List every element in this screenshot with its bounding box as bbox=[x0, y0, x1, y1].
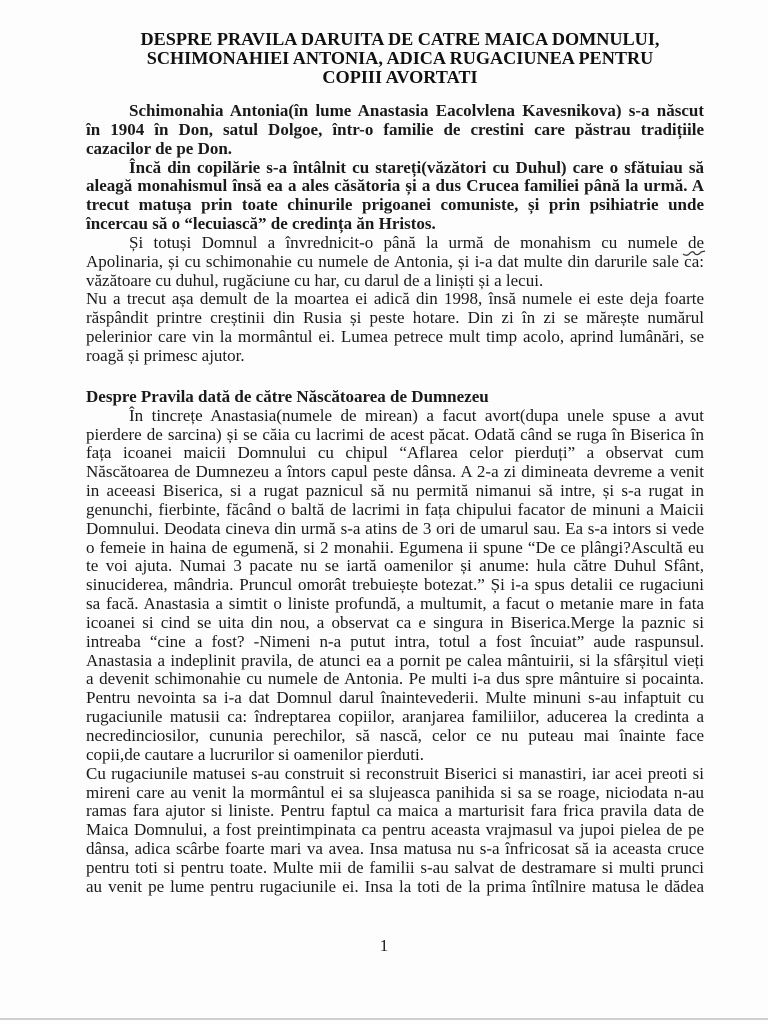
text-line: necredinciosilor, cununia perechilor, să nască, celor ce nu puteau mai înainte face bbox=[86, 726, 704, 745]
text-line: icoanei si cind se uita din nou, a observat ca e singura in Biserica.Merge la paznic si bbox=[86, 612, 704, 632]
text-line: intreaba “cine a fost? -Nimeni n-a putut intra, totul a fost încuiat” aude raspunsul. bbox=[86, 631, 704, 651]
text-line: Cu rugaciunile matusei s-au construit si reconstruit Biserici si manastiri, iar acei preoti si bbox=[86, 763, 704, 783]
text-line: copii,de cautare a lucrurilor si oamenilor pierduti. bbox=[86, 744, 424, 764]
text-line: in aceeasi Biserica, si a rugat paznicul să nu permită nimanui să intre, și s-a rugat in bbox=[86, 481, 704, 501]
text-line: pierdere de sarcina) și se căia cu lacrimi de acest păcat. Odată când se ruga în Biserica în bbox=[86, 424, 704, 444]
text-line: sinuciderea, mândria. Pruncul omorât trebuiește botezat.” Și i-a spus detalii ce rugaciuni bbox=[86, 575, 704, 595]
text-line: mireni care au venit la mormântul ei sa slujeasca panihida si sa se roage, niciodata n-au bbox=[86, 782, 704, 802]
section-body bbox=[86, 407, 704, 897]
text-line: genunchi, fierbinte, făcând o baltă de lacrimi in fața chipului facator de minuni a Maicii bbox=[86, 499, 704, 519]
text-line: Pentru nevointa sa i-a dat Domnul darul înaintevederii. Multe minuni s-au infaptuit cu bbox=[86, 688, 704, 708]
title-line: COPIII AVORTATI bbox=[322, 67, 478, 87]
text-line: trecut matușa prin toate chinurile prigoanei comuniste, și prin psihiatrie unde bbox=[86, 195, 704, 215]
text-line: pentru toti si pentru toate. Multe mii de familii s-au salvat de destramare si multi prunci bbox=[86, 857, 704, 877]
text-line: roagă și primesc ajutor. bbox=[86, 345, 245, 365]
page-edge-divider bbox=[0, 1018, 768, 1020]
text-line: au venit pe lume pentru rugaciunile ei. Insa la toti de la prima întîlnire matusa le dădea bbox=[86, 876, 704, 896]
text-line: în 1904 în Don, satul Dolgoe, într-o familie de crestini care păstrau tradițiile bbox=[86, 119, 704, 139]
text-line: fața icoanei maicii Domnului cu chipul “Aflarea celor pierduți” a observat cum bbox=[86, 443, 704, 463]
text-line: încercau să o “lecuiască” de credința ăn Hristos. bbox=[86, 214, 436, 234]
text-line: Născătoarea de Dumnezeu a întors capul peste dânsa. A 2-a zi dimineata devreme a venit bbox=[86, 462, 704, 482]
text-line: Domnului. Deodata cineva din urmă s-a atins de 3 ori de umarul sau. Ea s-a intors si vede bbox=[86, 518, 704, 538]
paragraph-2 bbox=[86, 234, 704, 366]
text-line: pelerinior care vin la mormântul ei. Lumea petrece mult timp acolo, aprind lumânări, se bbox=[86, 327, 704, 347]
text-line: Și totuși Domnul a învrednicit-o până la urmă de monahism cu numele de bbox=[129, 232, 704, 252]
text-line: rugaciunile matusii ca: îndreptarea copiilor, aranjarea familiilor, aducerea la credinta a bbox=[86, 707, 704, 727]
text-line: o femeie in haina de egumenă, si 2 monahii. Egumena ii spune “De ce plângi?Ascultă eu bbox=[86, 537, 704, 557]
text-line: aleagă monahismul însă ea a ales căsătoria și a dus Crucea familiei până la urmă. A bbox=[86, 176, 704, 196]
text-line: Încă din copilărie s-a întâlnit cu stareți(văzători cu Duhul) care o sfătuiau să bbox=[129, 157, 704, 177]
text-line: Apolinaria, și cu schimonahie cu numele de Antonia, și i-a dat multe din darurile sale ca: bbox=[86, 251, 704, 271]
title-line: DESPRE PRAVILA DARUITA DE CATRE MAICA DOMNULUI, bbox=[140, 29, 660, 49]
text-line: Schimonahia Antonia(în lume Anastasia Eacolvlena Kavesnikova) s-a născut bbox=[129, 101, 704, 120]
text-line: cazacilor de pe Don. bbox=[86, 138, 233, 158]
text-line: răspândit printre creștinii din Rusia și peste hotare. Din zi în zi se mărește numărul bbox=[86, 308, 704, 328]
intro-paragraph bbox=[86, 102, 704, 234]
title-line: SCHIMONAHIEI ANTONIA, ADICA RUGACIUNEA PENTRU bbox=[146, 48, 654, 68]
text-line: dânsa, adica scârbe foarte mari va avea. Insa matusa nu s-a înfricosat să ia aceasta cruce bbox=[86, 839, 704, 859]
text-line: Maica Domnului, a fost preintimpinata ca pentru aceasta vrajmasul va jupoi pielea de pe bbox=[86, 820, 704, 840]
text-line: a devenit schimonahie cu numele de Antonia. Pe multi i-a dus spre mântuire si pocainta. bbox=[86, 669, 704, 689]
document-body bbox=[86, 102, 704, 897]
handwritten-mark-icon bbox=[682, 248, 706, 258]
text-line: văzătoare cu duhul, rugăciune cu har, cu darul de a liniști și a lecui. bbox=[86, 270, 544, 290]
section-heading: Despre Pravila dată de către Născătoarea de Dumnezeu bbox=[86, 386, 489, 406]
document-title bbox=[100, 30, 700, 87]
text-line: sa facă. Anastasia a simtit o liniste profundă, a multumit, a facut o metanie mare in fata bbox=[86, 594, 704, 614]
text-line: ramas fara ajutor si liniste. Pentru faptul ca maica a marturisit fara frica pravila data de bbox=[86, 801, 704, 821]
text-line: te voi ajuta. Numai 3 pacate nu se iartă oamenilor și anume: hula către Duhul Sfânt, bbox=[86, 556, 704, 576]
text-line: Anastasia a indeplinit pravila, de atunci ea a pornit pe calea mântuirii, si la sfârșitul vieți bbox=[86, 650, 704, 670]
page-number: 1 bbox=[379, 936, 389, 955]
text-line: În tincrețe Anastasia(numele de mirean) a facut avort(dupa unele spuse a avut bbox=[129, 405, 704, 425]
text-line: Nu a trecut așa demult de la moartea ei adică din 1998, însă numele ei este deja foarte bbox=[86, 289, 704, 309]
